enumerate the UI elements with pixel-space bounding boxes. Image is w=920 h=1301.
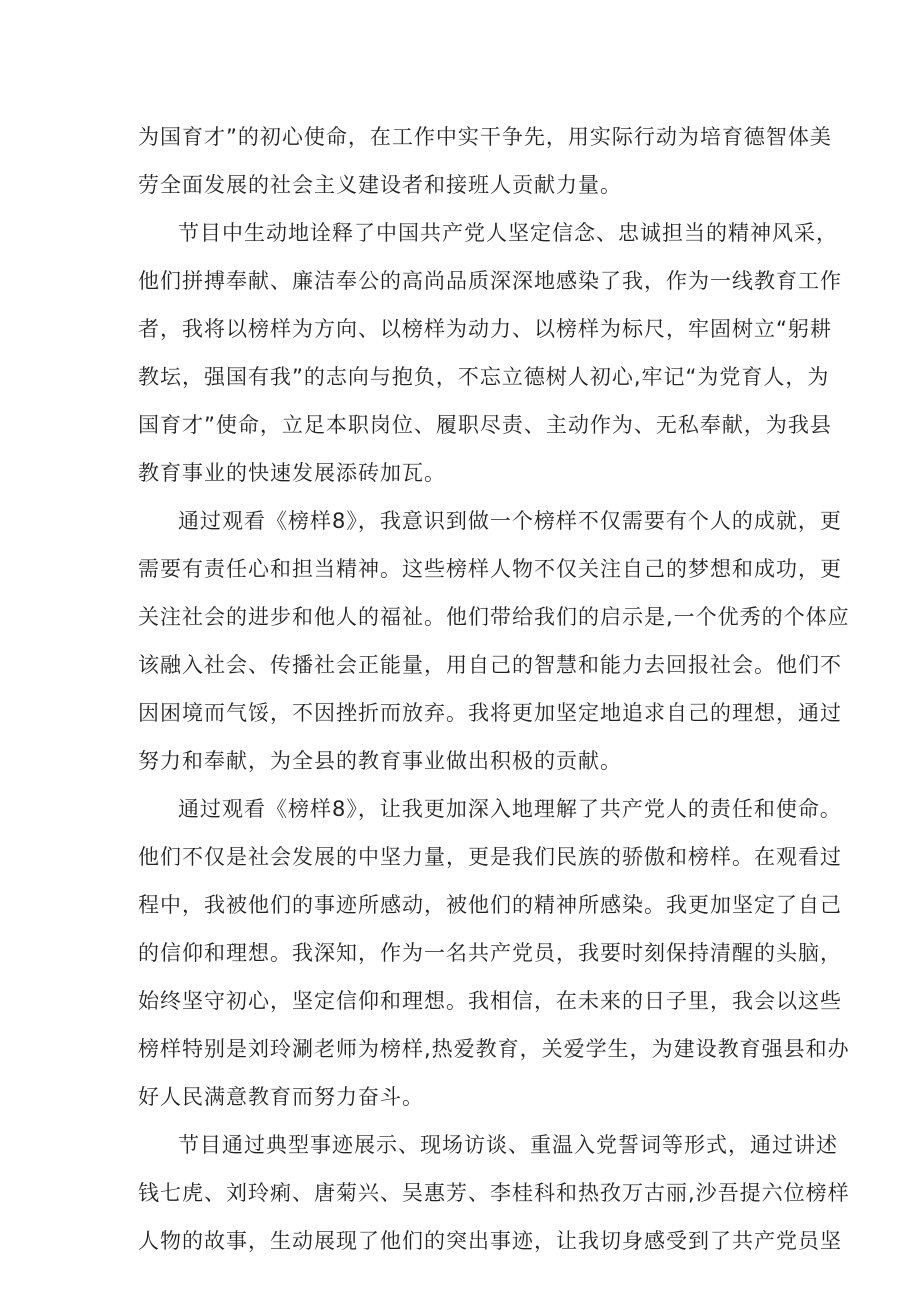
text-line-2: 劳全面发展的社会主义建设者和接班人贡献力量。 xyxy=(138,173,622,197)
text-line-21: 好人民满意教育而努力奋斗。 xyxy=(138,1085,424,1109)
text-line-4: 他们拼搏奉献、廉洁奉公的高尚品质深深地感染了我，作为一线教育工作 xyxy=(138,269,842,293)
text-line-16: 他们不仅是社会发展的中坚力量，更是我们民族的骄傲和榜样。在观看过 xyxy=(138,845,842,869)
text-line-24: 人物的故事，生动展现了他们的突出事迹，让我切身感受到了共产党员坚 xyxy=(138,1229,842,1253)
text-line-9: 通过观看《榜样8》，我意识到做一个榜样不仅需要有个人的成就，更 xyxy=(178,509,842,533)
text-line-23: 钱七虎、刘玲痢、唐菊兴、吴惠芳、李桂科和热孜万古丽,沙吾提六位榜样 xyxy=(138,1181,850,1205)
text-line-3: 节目中生动地诠释了中国共产党人坚定信念、忠诚担当的精神风采， xyxy=(178,221,838,245)
text-line-13: 因困境而气馁，不因挫折而放弃。我将更加坚定地追求自己的理想，通过 xyxy=(138,701,842,725)
text-line-8: 教育事业的快速发展添砖加瓦。 xyxy=(138,461,446,485)
text-line-17: 程中，我被他们的事迹所感动，被他们的精神所感染。我更加坚定了自己 xyxy=(138,893,842,917)
text-line-20: 榜样特别是刘玲涮老师为榜样,热爱教育，关爱学生，为建设教育强县和办 xyxy=(138,1037,850,1061)
text-line-14: 努力和奉献，为全县的教育事业做出积极的贡献。 xyxy=(138,749,622,773)
text-line-19: 始终坚守初心，坚定信仰和理想。我相信，在未来的日子里，我会以这些 xyxy=(138,989,842,1013)
text-line-10: 需要有责任心和担当精神。这些榜样人物不仅关注自己的梦想和成功，更 xyxy=(138,557,842,581)
text-line-12: 该融入社会、传播社会正能量，用自己的智慧和能力去回报社会。他们不 xyxy=(138,653,842,677)
text-line-7: 国育才”使命，立足本职岗位、履职尽责、主动作为、无私奉献，为我县 xyxy=(138,413,832,437)
text-line-18: 的信仰和理想。我深知，作为一名共产党员，我要时刻保持清醒的头脑， xyxy=(138,941,842,965)
text-line-6: 教坛，强国有我”的志向与抱负，不忘立德树人初心,牢记“为党育人，为 xyxy=(138,365,830,389)
text-line-22: 节目通过典型事迹展示、现场访谈、重温入党誓词等形式，通过讲述 xyxy=(178,1133,838,1157)
text-line-1: 为国育才”的初心使命，在工作中实干争先，用实际行动为培育德智体美 xyxy=(138,125,832,149)
text-line-11: 关注社会的进步和他人的福祉。他们带给我们的启示是,一个优秀的个体应 xyxy=(138,605,850,629)
text-line-15: 通过观看《榜样8》，让我更加深入地理解了共产党人的责任和使命。 xyxy=(178,797,842,821)
text-line-5: 者，我将以榜样为方向、以榜样为动力、以榜样为标尺，牢固树立“躬耕 xyxy=(138,317,832,341)
